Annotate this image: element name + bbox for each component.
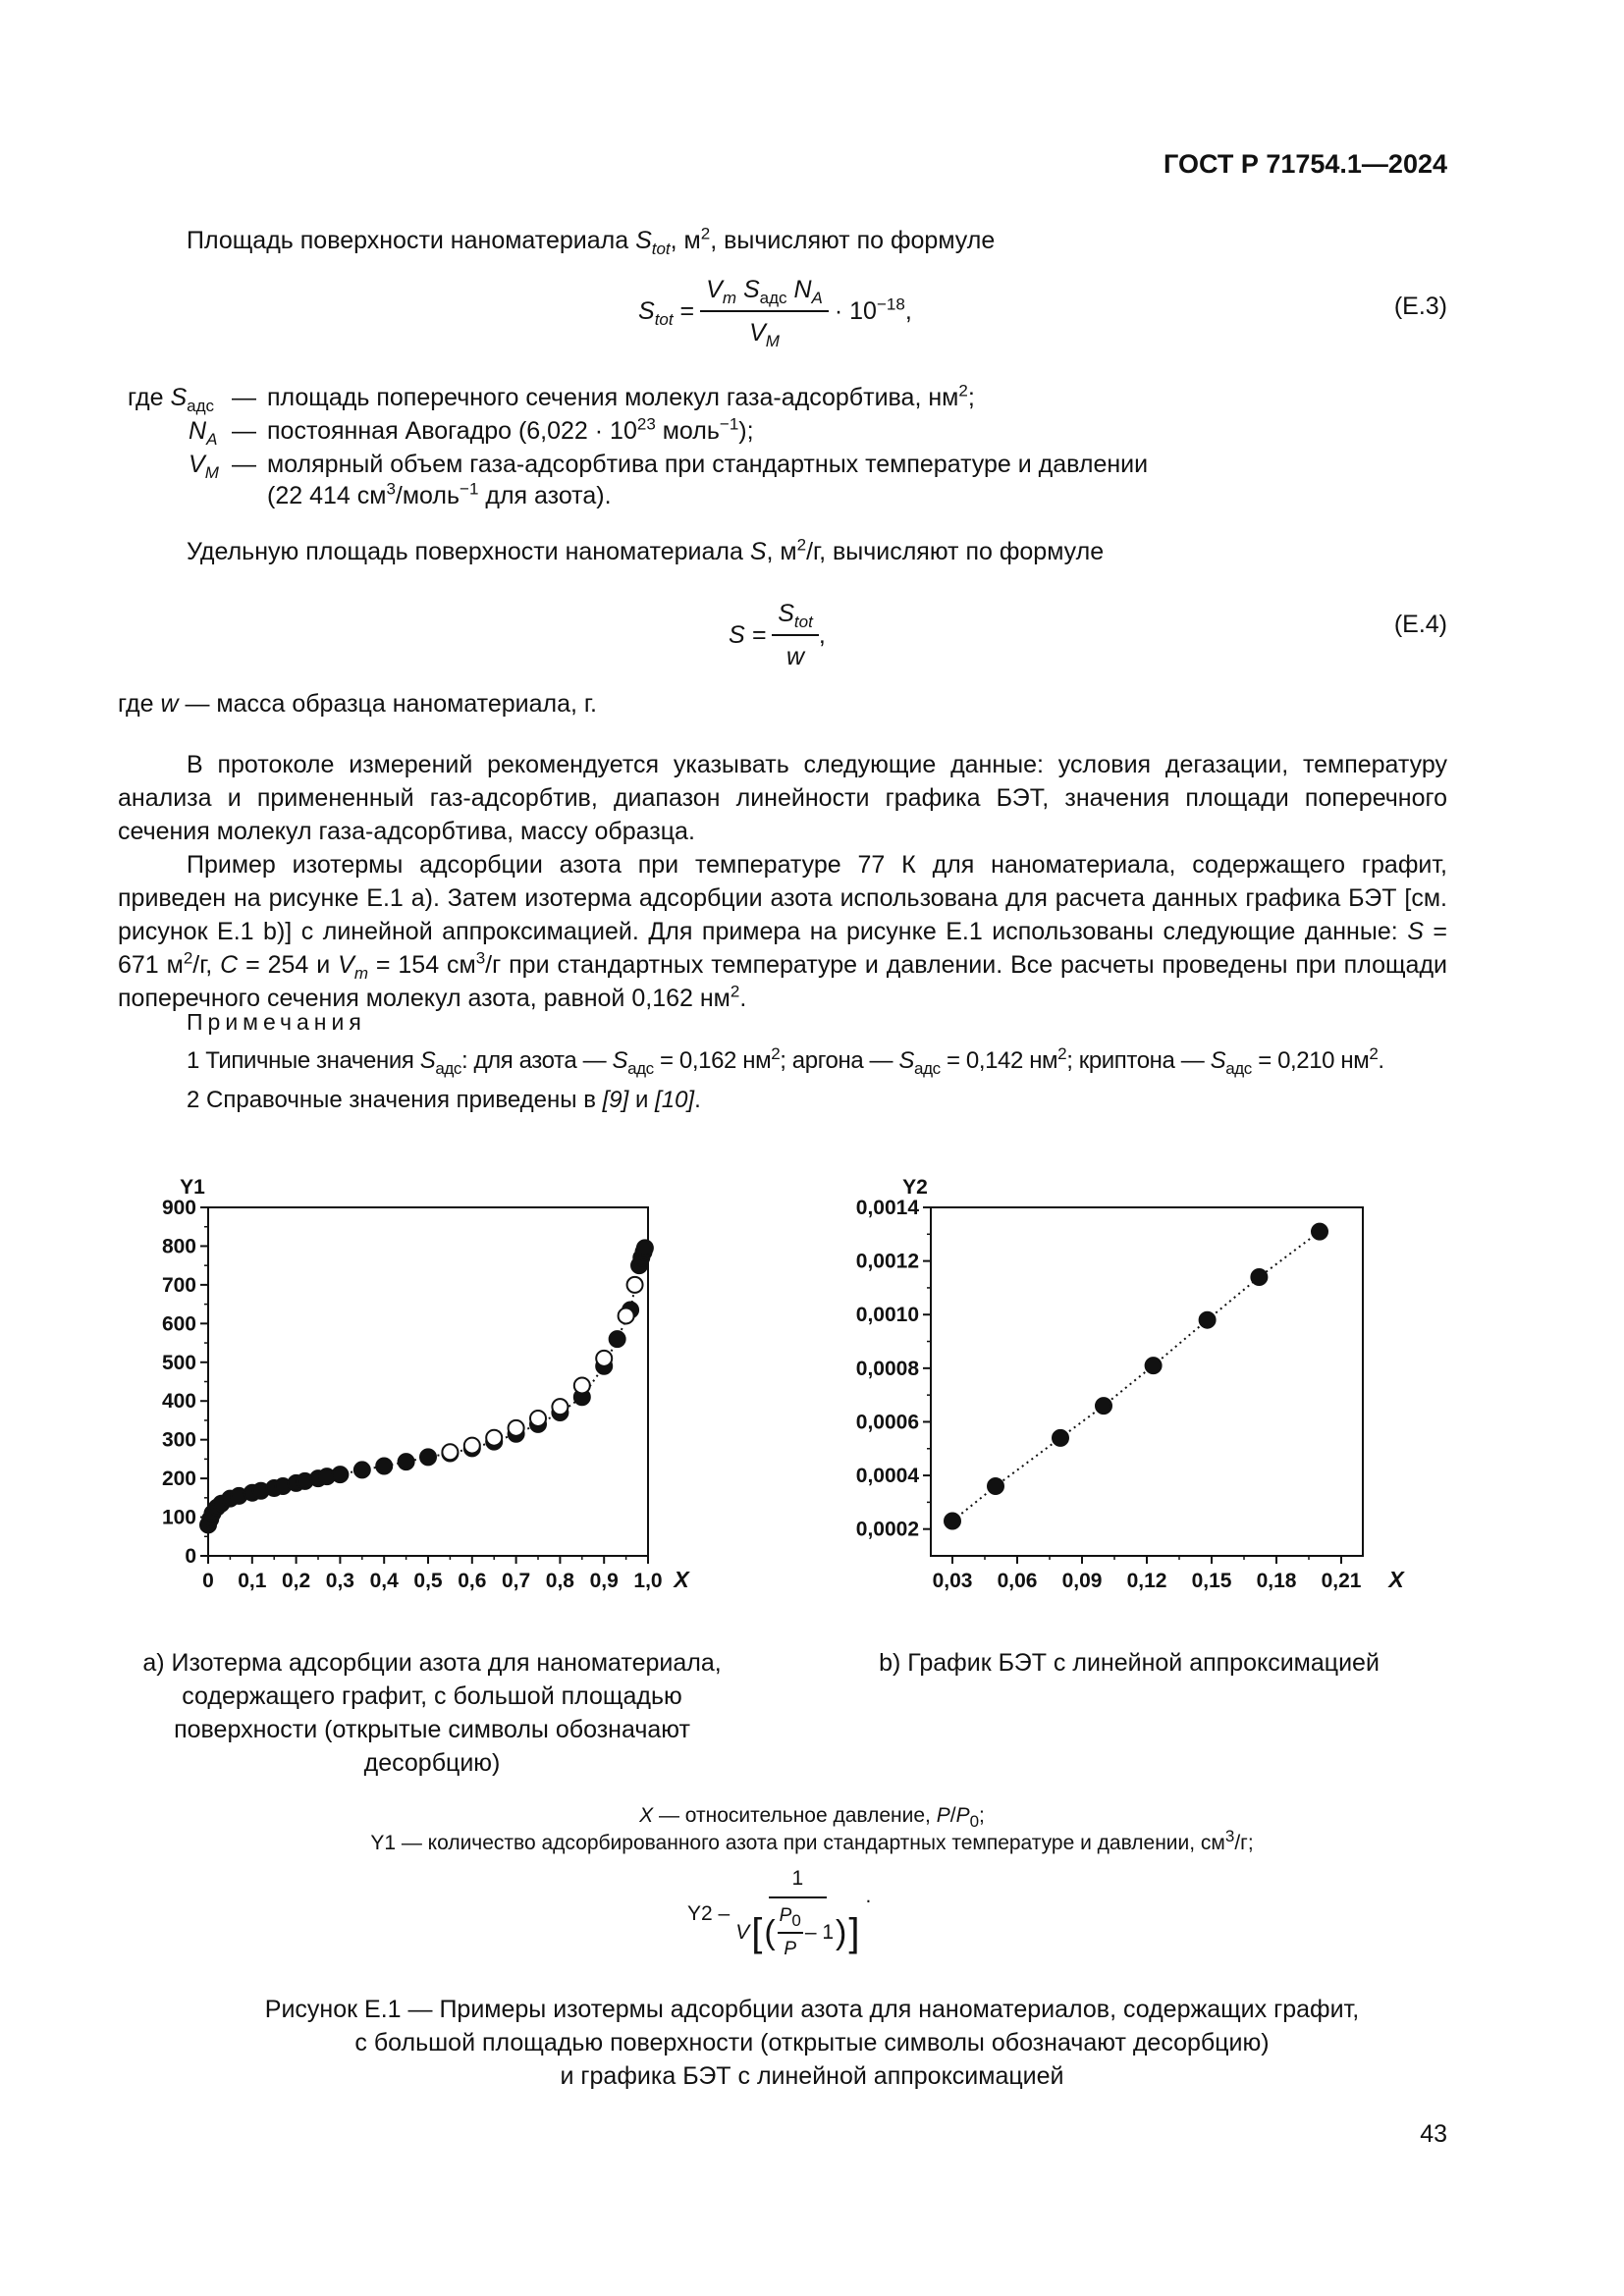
def-w: где w — масса образца наноматериала, г. <box>118 690 597 718</box>
x-tick-label: 0,5 <box>413 1570 443 1592</box>
x-tick-label: 0,03 <box>932 1570 973 1592</box>
y-tick-label: 400 <box>161 1390 196 1414</box>
data-point-adsorption <box>376 1458 392 1473</box>
def-na: $N_A$ <box>189 417 218 449</box>
x-tick-label: 0,09 <box>1061 1570 1103 1592</box>
x-axis-label: X <box>674 1567 689 1592</box>
equation-number-e4: (Е.4) <box>1393 611 1447 638</box>
equation-e3: $S_{tot}$ = $\frac{V_m S_{адс} N_A}{V_M}$ · $10^{-18}$, <box>638 273 912 349</box>
data-point-adsorption <box>1096 1398 1111 1414</box>
legend-y1: Y1 — количество адсорбированного азота при стандартных температуре и давлении, $см^3/г$; <box>370 1827 1254 1854</box>
data-point-adsorption <box>637 1240 653 1255</box>
y-tick-label: 900 <box>161 1197 196 1219</box>
y-tick-label: 0,0004 <box>855 1465 919 1488</box>
legend-x: X — относительное давление, $P/P_0$; <box>639 1804 985 1832</box>
data-point-desorption <box>486 1430 502 1446</box>
def-s-ads: где $S_{адс}$ <box>128 384 214 415</box>
equation-number-e3: (Е.3) <box>1393 293 1447 320</box>
y-tick-label: 0 <box>185 1545 196 1568</box>
y-tick-label: 0,0006 <box>855 1411 919 1434</box>
x-tick-label: 0,7 <box>501 1570 531 1592</box>
data-point-adsorption <box>610 1331 625 1347</box>
y-tick-label: 0,0002 <box>855 1518 919 1541</box>
data-point-adsorption <box>945 1514 960 1529</box>
x-tick-label: 0 <box>202 1570 214 1592</box>
data-point-adsorption <box>420 1449 436 1465</box>
y-tick-label: 300 <box>161 1428 196 1452</box>
data-point-adsorption <box>1200 1312 1216 1328</box>
caption-a: а) Изотерма адсорбции азота для наноматериала, содержащего графит, с большой площадью поверхности (открытые символы обозначают десорбцию) <box>142 1649 722 1777</box>
y-tick-label: 500 <box>161 1351 196 1374</box>
page-number: 43 <box>1420 2120 1447 2148</box>
note-2: 2 Справочные значения приведены в [9] и [10]. <box>187 1087 701 1113</box>
x-tick-label: 0,21 <box>1321 1570 1362 1592</box>
data-point-adsorption <box>399 1454 414 1469</box>
def-na-text: постоянная Авогадро ($6,022 \cdot 10^{23}$ моль$^{-1}$); <box>267 414 754 445</box>
y-tick-label: 0,0008 <box>855 1357 919 1380</box>
def-vm-text: молярный объем газа-адсорбтива при стандартных температуре и давлении <box>267 451 1149 478</box>
para-example: Пример изотермы адсорбции азота при температуре 77 К для наноматериала, содержащего графит, приведен на рисунке Е.1 а). Затем изотерма адсорбции азота использована для расчета данных графика БЭТ [см. рисунок Е.1 b)] с линейной аппроксимацией. Для примера на рисунке Е.1 использованы следующие данные: S = 671 $м^2/г$, C = 254 и $V_m = 154$ $см^3/г$ при стандартных температуре и давлении. Все расчеты проведены при площади поперечного сечения молекул азота, равной 0,162 $нм^2$. <box>118 851 1448 1012</box>
data-point-adsorption <box>1053 1430 1068 1446</box>
x-tick-label: 0,18 <box>1256 1570 1297 1592</box>
data-point-adsorption <box>1312 1224 1327 1240</box>
x-tick-label: 0,8 <box>545 1570 575 1592</box>
def-s-ads-text: площадь поперечного сечения молекул газа-адсорбтива, $нм^2$; <box>267 381 975 411</box>
data-point-desorption <box>596 1351 612 1366</box>
equation-e4: S = $\frac{S_{tot}}{w}$ , <box>729 597 826 673</box>
x-tick-label: 0,06 <box>997 1570 1038 1592</box>
y-axis-label: Y1 <box>180 1176 205 1199</box>
y-axis-label: Y2 <box>902 1176 928 1199</box>
para-protocol: В протоколе измерений рекомендуется указывать следующие данные: условия дегазации, температуру анализа и примененный газ-адсорбтив, диапазон линейности графика БЭТ, значения площади поперечного сечения молекул газа-адсорбтива, массу образца. <box>118 751 1447 845</box>
x-axis-label: X <box>1388 1567 1404 1592</box>
y-tick-label: 700 <box>161 1273 196 1297</box>
caption-b: b) График БЭТ с линейной аппроксимацией <box>879 1649 1380 1677</box>
plot-frame <box>931 1207 1363 1556</box>
y-tick-label: 0,0012 <box>855 1250 919 1273</box>
data-point-desorption <box>627 1277 643 1293</box>
x-tick-label: 0,2 <box>281 1570 311 1592</box>
data-point-adsorption <box>988 1478 1003 1494</box>
x-tick-label: 0,4 <box>369 1570 399 1592</box>
data-point-adsorption <box>332 1467 348 1482</box>
para-specific-area: Удельную площадь поверхности наноматериала S, $м^2/г$, вычисляют по формуле <box>187 535 1105 565</box>
def-vm-text-line2: (22 414 $см^3/моль^{-1}$ для азота). <box>267 479 612 509</box>
data-point-desorption <box>619 1308 634 1323</box>
def-dash: — <box>232 451 256 478</box>
y-tick-label: 800 <box>161 1235 196 1258</box>
data-point-desorption <box>464 1438 480 1454</box>
data-point-adsorption <box>1146 1358 1162 1373</box>
y-tick-label: 100 <box>161 1506 196 1529</box>
para-surface-area: Площадь поверхности наноматериала $S_{tot}$, $м^2$, вычисляют по формуле <box>187 224 996 258</box>
y-tick-label: 600 <box>161 1312 196 1336</box>
def-vm: $V_M$ <box>189 451 219 482</box>
data-point-desorption <box>530 1411 546 1426</box>
x-tick-label: 0,12 <box>1126 1570 1167 1592</box>
def-dash: — <box>232 417 256 445</box>
y-tick-label: 200 <box>161 1468 196 1491</box>
x-tick-label: 0,9 <box>589 1570 619 1592</box>
x-tick-label: 1,0 <box>633 1570 663 1592</box>
data-point-desorption <box>442 1444 458 1460</box>
figure-caption: Рисунок Е.1 — Примеры изотермы адсорбции азота для наноматериалов, содержащих графит, с большой площадью поверхности (открытые символы обозначают десорбцию) и графика БЭТ с линейной аппроксимацией <box>264 1996 1360 2090</box>
x-tick-label: 0,3 <box>325 1570 355 1592</box>
note-1: 1 Типичные значения $S_{адс}$: для азота — $S_{адс} = 0,162$ $нм^2$; аргона — $S_{адс} = 0,142$ $нм^2$; криптона — $S_{адс} = 0,210$ $нм^2$. <box>187 1044 1384 1078</box>
x-tick-label: 0,1 <box>238 1570 267 1592</box>
data-point-desorption <box>509 1420 524 1436</box>
data-point-desorption <box>574 1377 590 1393</box>
x-tick-label: 0,6 <box>458 1570 487 1592</box>
data-point-adsorption <box>354 1462 370 1477</box>
chart-bet-plot <box>825 1166 1414 1608</box>
x-tick-label: 0,15 <box>1191 1570 1232 1592</box>
data-point-desorption <box>552 1399 568 1415</box>
legend-y2-formula: Y2 – 1 V [ ( $\frac{P_0}{P}$ – 1 ) ] . <box>687 1867 872 1959</box>
notes-title: Примечания <box>187 1009 366 1035</box>
def-dash: — <box>232 384 256 411</box>
chart-adsorption-isotherm <box>147 1166 717 1608</box>
y-tick-label: 0,0010 <box>855 1304 919 1327</box>
y-tick-label: 0,0014 <box>855 1197 919 1219</box>
data-point-adsorption <box>1251 1269 1267 1285</box>
standard-header: ГОСТ Р 71754.1—2024 <box>1164 149 1447 179</box>
